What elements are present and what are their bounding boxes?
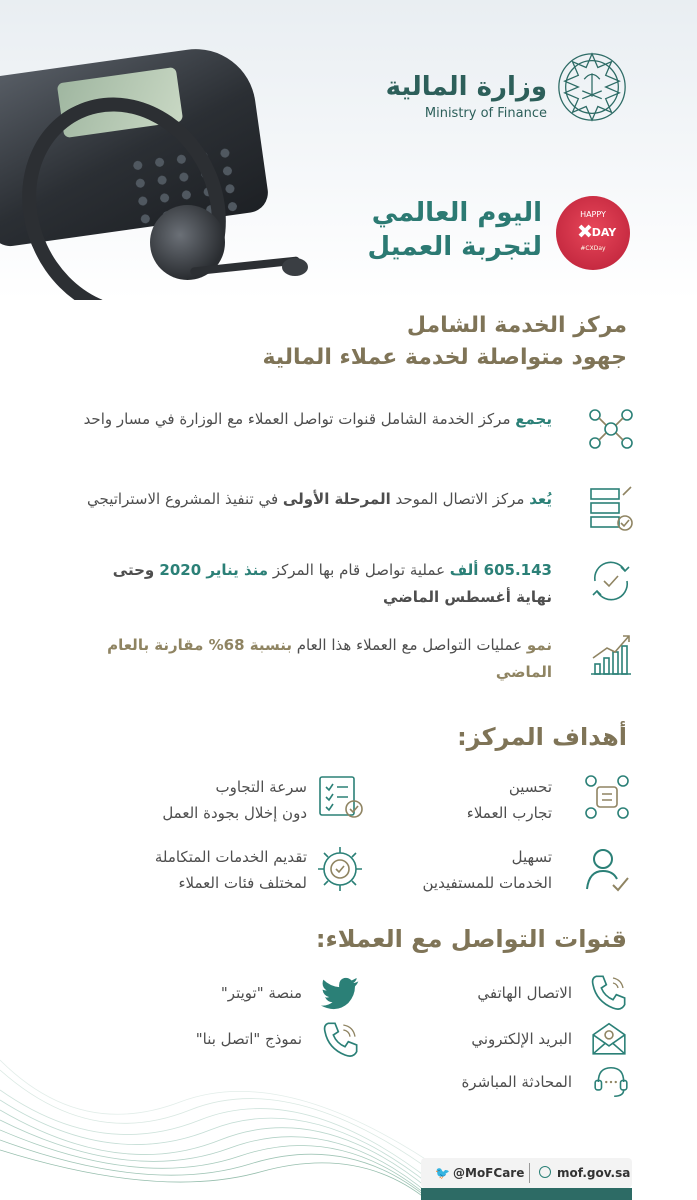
item-2 — [82, 486, 552, 513]
growth-chart-icon — [587, 630, 635, 678]
item-1 — [82, 406, 552, 433]
badge-line2: DAY — [591, 226, 617, 239]
item-1-lead: يجمع — [515, 410, 552, 428]
item-3 — [82, 557, 552, 611]
goal-4-line2: لمختلف فئات العملاء — [178, 874, 307, 892]
ministry-logo-icon — [553, 48, 631, 126]
channel-phone: الاتصال الهاتفي — [477, 984, 572, 1002]
item-4-bold: بنسبة 68% — [208, 636, 292, 654]
channel-live-chat: المحادثة المباشرة — [461, 1073, 572, 1091]
goal-1 — [467, 774, 552, 826]
item-4 — [82, 632, 552, 686]
goal-3-line1: تسهيل — [511, 848, 552, 866]
channel-twitter: منصة "تويتر" — [220, 984, 302, 1002]
item-1-text: مركز الخدمة الشامل قنوات تواصل العملاء مع الوزارة في مسار واحد — [83, 410, 516, 428]
goal-4-line1: تقديم الخدمات المتكاملة — [154, 848, 307, 866]
experience-icon — [583, 773, 631, 821]
channel-contact-form: نموذج "اتصل بنا" — [195, 1030, 302, 1048]
subtitle-line1: مركز الخدمة الشامل — [406, 313, 627, 338]
footer-twitter-handle[interactable]: @MoFCare — [453, 1166, 525, 1180]
globe-icon — [539, 1166, 551, 1178]
item-2-text-a: مركز الاتصال الموحد — [390, 490, 530, 508]
decorative-waves — [0, 1030, 430, 1200]
item-3-lead: 605.143 ألف — [449, 561, 552, 579]
item-3-bold: منذ يناير 2020 — [159, 561, 269, 579]
gear-check-icon — [316, 845, 364, 893]
item-4-text-a: عمليات التواصل مع العملاء هذا العام — [291, 636, 527, 654]
footer-bar — [421, 1158, 632, 1188]
item-2-text-b: في تنفيذ المشروع الاستراتيجي — [87, 490, 283, 508]
badge-tag: #CXDay — [580, 245, 606, 252]
goal-2 — [162, 774, 307, 826]
footer-website[interactable]: mof.gov.sa — [557, 1166, 631, 1180]
live-chat-icon — [592, 1062, 630, 1102]
twitter-small-icon: 🐦 — [435, 1166, 450, 1180]
channels-heading: قنوات التواصل مع العملاء: — [315, 925, 627, 953]
footer-divider — [529, 1163, 530, 1183]
cycle-check-icon — [587, 557, 635, 605]
strategy-board-icon — [587, 485, 635, 533]
network-people-icon — [587, 405, 635, 453]
badge-line1: HAPPY — [580, 210, 606, 219]
subtitle-line2: جهود متواصلة لخدمة عملاء المالية — [262, 345, 627, 370]
checklist-icon — [316, 773, 364, 821]
logo-arabic-name: وزارة المالية — [385, 72, 547, 102]
logo-english-name: Ministry of Finance — [424, 106, 547, 121]
event-title-line2: لتجربة العميل — [367, 232, 542, 262]
goal-3-line2: الخدمات للمستفيدين — [422, 874, 552, 892]
twitter-icon — [320, 975, 360, 1011]
goal-2-line1: سرعة التجاوب — [215, 778, 307, 796]
phone-icon — [588, 973, 628, 1013]
goal-2-line2: دون إخلال بجودة العمل — [162, 804, 307, 822]
goal-4 — [155, 844, 307, 896]
item-4-lead: نمو — [526, 636, 552, 654]
item-3-text-b: وحتى نهاية أغسطس الماضي — [112, 561, 552, 606]
channel-email: البريد الإلكتروني — [471, 1030, 572, 1048]
item-3-text-a: عملية تواصل قام بها المركز — [268, 561, 450, 579]
item-4-text-b: مقارنة بالعام الماضي — [107, 636, 552, 681]
event-title-line1: اليوم العالمي — [371, 198, 542, 228]
user-check-icon — [583, 845, 631, 893]
goal-1-line2: تجارب العملاء — [466, 804, 552, 822]
email-icon — [590, 1020, 628, 1056]
goal-3 — [423, 844, 553, 896]
heart-x-icon — [556, 196, 630, 270]
goals-heading: أهداف المركز: — [457, 723, 627, 751]
footer-accent-strip — [421, 1188, 632, 1200]
cx-day-badge — [556, 196, 630, 270]
item-2-lead: يُعد — [529, 490, 552, 508]
goal-1-line1: تحسين — [508, 778, 552, 796]
item-2-bold: المرحلة الأولى — [282, 490, 391, 508]
